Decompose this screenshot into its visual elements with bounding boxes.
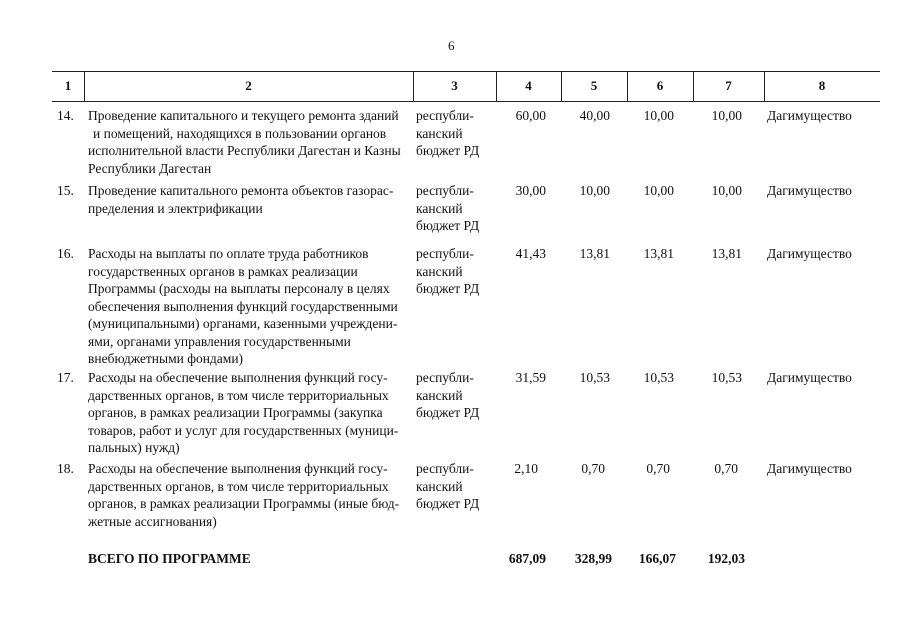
- source-line: бюджет РД: [416, 143, 480, 158]
- value-col5: 13,81: [579, 246, 610, 261]
- value-col7: 10,00: [711, 183, 742, 198]
- column-header: 7: [725, 78, 732, 93]
- total-col7: 192,03: [707, 551, 745, 566]
- description-line: дарственных органов, в том числе территориальных: [88, 478, 389, 494]
- funding-source: [416, 245, 479, 298]
- description-line: внебюджетными фондами): [88, 351, 244, 366]
- source-line: канский: [416, 263, 463, 279]
- description-line: Проведение капитального ремонта объектов газорас-: [88, 183, 394, 198]
- source-line: республи-: [416, 461, 474, 476]
- description-line: Проведение капитального и текущего ремонта зданий: [88, 108, 399, 123]
- row-description: [88, 182, 410, 217]
- source-line: канский: [416, 387, 463, 403]
- description-line: дарственных органов, в том числе территориальных: [88, 387, 389, 403]
- column-header: 3: [451, 78, 458, 93]
- description-line: пальных) нужд): [88, 440, 180, 455]
- column-header: 8: [818, 78, 826, 93]
- value-col6: 10,53: [643, 370, 674, 385]
- source-line: канский: [416, 125, 463, 141]
- total-col5: 328,99: [574, 551, 612, 566]
- description-line: Программы (расходы на выплаты персоналу в целях: [88, 281, 390, 296]
- description-line: (муниципальными) органами, казенными учреждени-: [88, 316, 398, 331]
- source-line: канский: [416, 200, 463, 216]
- total-col4: 687,09: [508, 551, 546, 566]
- total-label: ВСЕГО ПО ПРОГРАММЕ: [88, 551, 251, 566]
- column-header: 5: [590, 78, 598, 93]
- row-description: [88, 369, 410, 457]
- value-col4: 30,00: [515, 183, 546, 198]
- column-header: 6: [656, 78, 664, 93]
- description-line: государственных органов в рамках реализации: [88, 263, 358, 279]
- value-col7: 10,53: [711, 370, 742, 385]
- column-header: 2: [245, 78, 252, 93]
- executor: Дагимущество: [767, 461, 852, 476]
- column-header: 1: [64, 78, 72, 93]
- row-number: 15.: [57, 183, 74, 198]
- value-col6: 10,00: [643, 108, 674, 123]
- value-col4: 2,10: [514, 461, 538, 476]
- source-line: республи-: [416, 108, 474, 123]
- value-col7: 10,00: [711, 108, 742, 123]
- row-description: [88, 245, 410, 368]
- value-col4: 41,43: [515, 246, 546, 261]
- description-line: обеспечения выполнения функций государственными: [88, 298, 398, 314]
- source-line: бюджет РД: [416, 281, 480, 296]
- value-col7: 13,81: [711, 246, 742, 261]
- funding-source: [416, 460, 479, 513]
- value-col5: 10,00: [579, 183, 610, 198]
- description-line: Расходы на обеспечение выполнения функций госу-: [88, 461, 388, 476]
- source-line: бюджет РД: [416, 496, 480, 511]
- row-description: [88, 460, 410, 530]
- source-line: республи-: [416, 246, 474, 261]
- value-col6: 13,81: [643, 246, 674, 261]
- description-line: исполнительной власти Республики Дагестан и Казны: [88, 143, 401, 158]
- description-line: и помещений, находящихся в пользовании органов: [93, 125, 387, 141]
- description-line: органов, в рамках реализации Программы (закупка: [88, 405, 383, 420]
- source-line: республи-: [416, 370, 474, 385]
- total-col6: 166,07: [638, 551, 676, 566]
- description-line: пределения и электрификации: [88, 200, 263, 216]
- column-header: 4: [525, 78, 532, 93]
- source-line: республи-: [416, 183, 474, 198]
- value-col6: 0,70: [646, 461, 670, 476]
- executor: Дагимущество: [767, 246, 852, 261]
- description-line: товаров, работ и услуг для государственных (муници-: [88, 422, 399, 438]
- description-line: Расходы на обеспечение выполнения функций госу-: [88, 370, 388, 385]
- value-col6: 10,00: [643, 183, 674, 198]
- value-col4: 60,00: [515, 108, 546, 123]
- description-line: жетные ассигнования): [88, 513, 217, 529]
- header-top-rule: [52, 71, 880, 72]
- funding-source: [416, 107, 479, 160]
- row-description: [88, 107, 410, 177]
- source-line: канский: [416, 478, 463, 494]
- value-col5: 40,00: [579, 108, 610, 123]
- executor: Дагимущество: [767, 370, 852, 385]
- header-bottom-rule: [52, 101, 880, 102]
- description-line: органов, в рамках реализации Программы (иные бюд-: [88, 496, 400, 511]
- description-line: Расходы на выплаты по оплате труда работников: [88, 246, 369, 261]
- value-col5: 0,70: [581, 461, 605, 476]
- row-number: 18.: [57, 461, 74, 476]
- description-line: ями, органами управления государственными: [88, 333, 351, 349]
- funding-source: [416, 369, 479, 422]
- value-col7: 0,70: [714, 461, 738, 476]
- value-col5: 10,53: [579, 370, 610, 385]
- value-col4: 31,59: [515, 370, 546, 385]
- executor: Дагимущество: [767, 108, 852, 123]
- row-number: 17.: [57, 370, 74, 385]
- page-number: 6: [448, 38, 455, 53]
- executor: Дагимущество: [767, 183, 852, 198]
- row-number: 14.: [57, 108, 74, 123]
- funding-source: [416, 182, 479, 235]
- description-line: Республики Дагестан: [88, 160, 212, 176]
- source-line: бюджет РД: [416, 405, 480, 420]
- source-line: бюджет РД: [416, 218, 480, 233]
- row-number: 16.: [57, 246, 74, 261]
